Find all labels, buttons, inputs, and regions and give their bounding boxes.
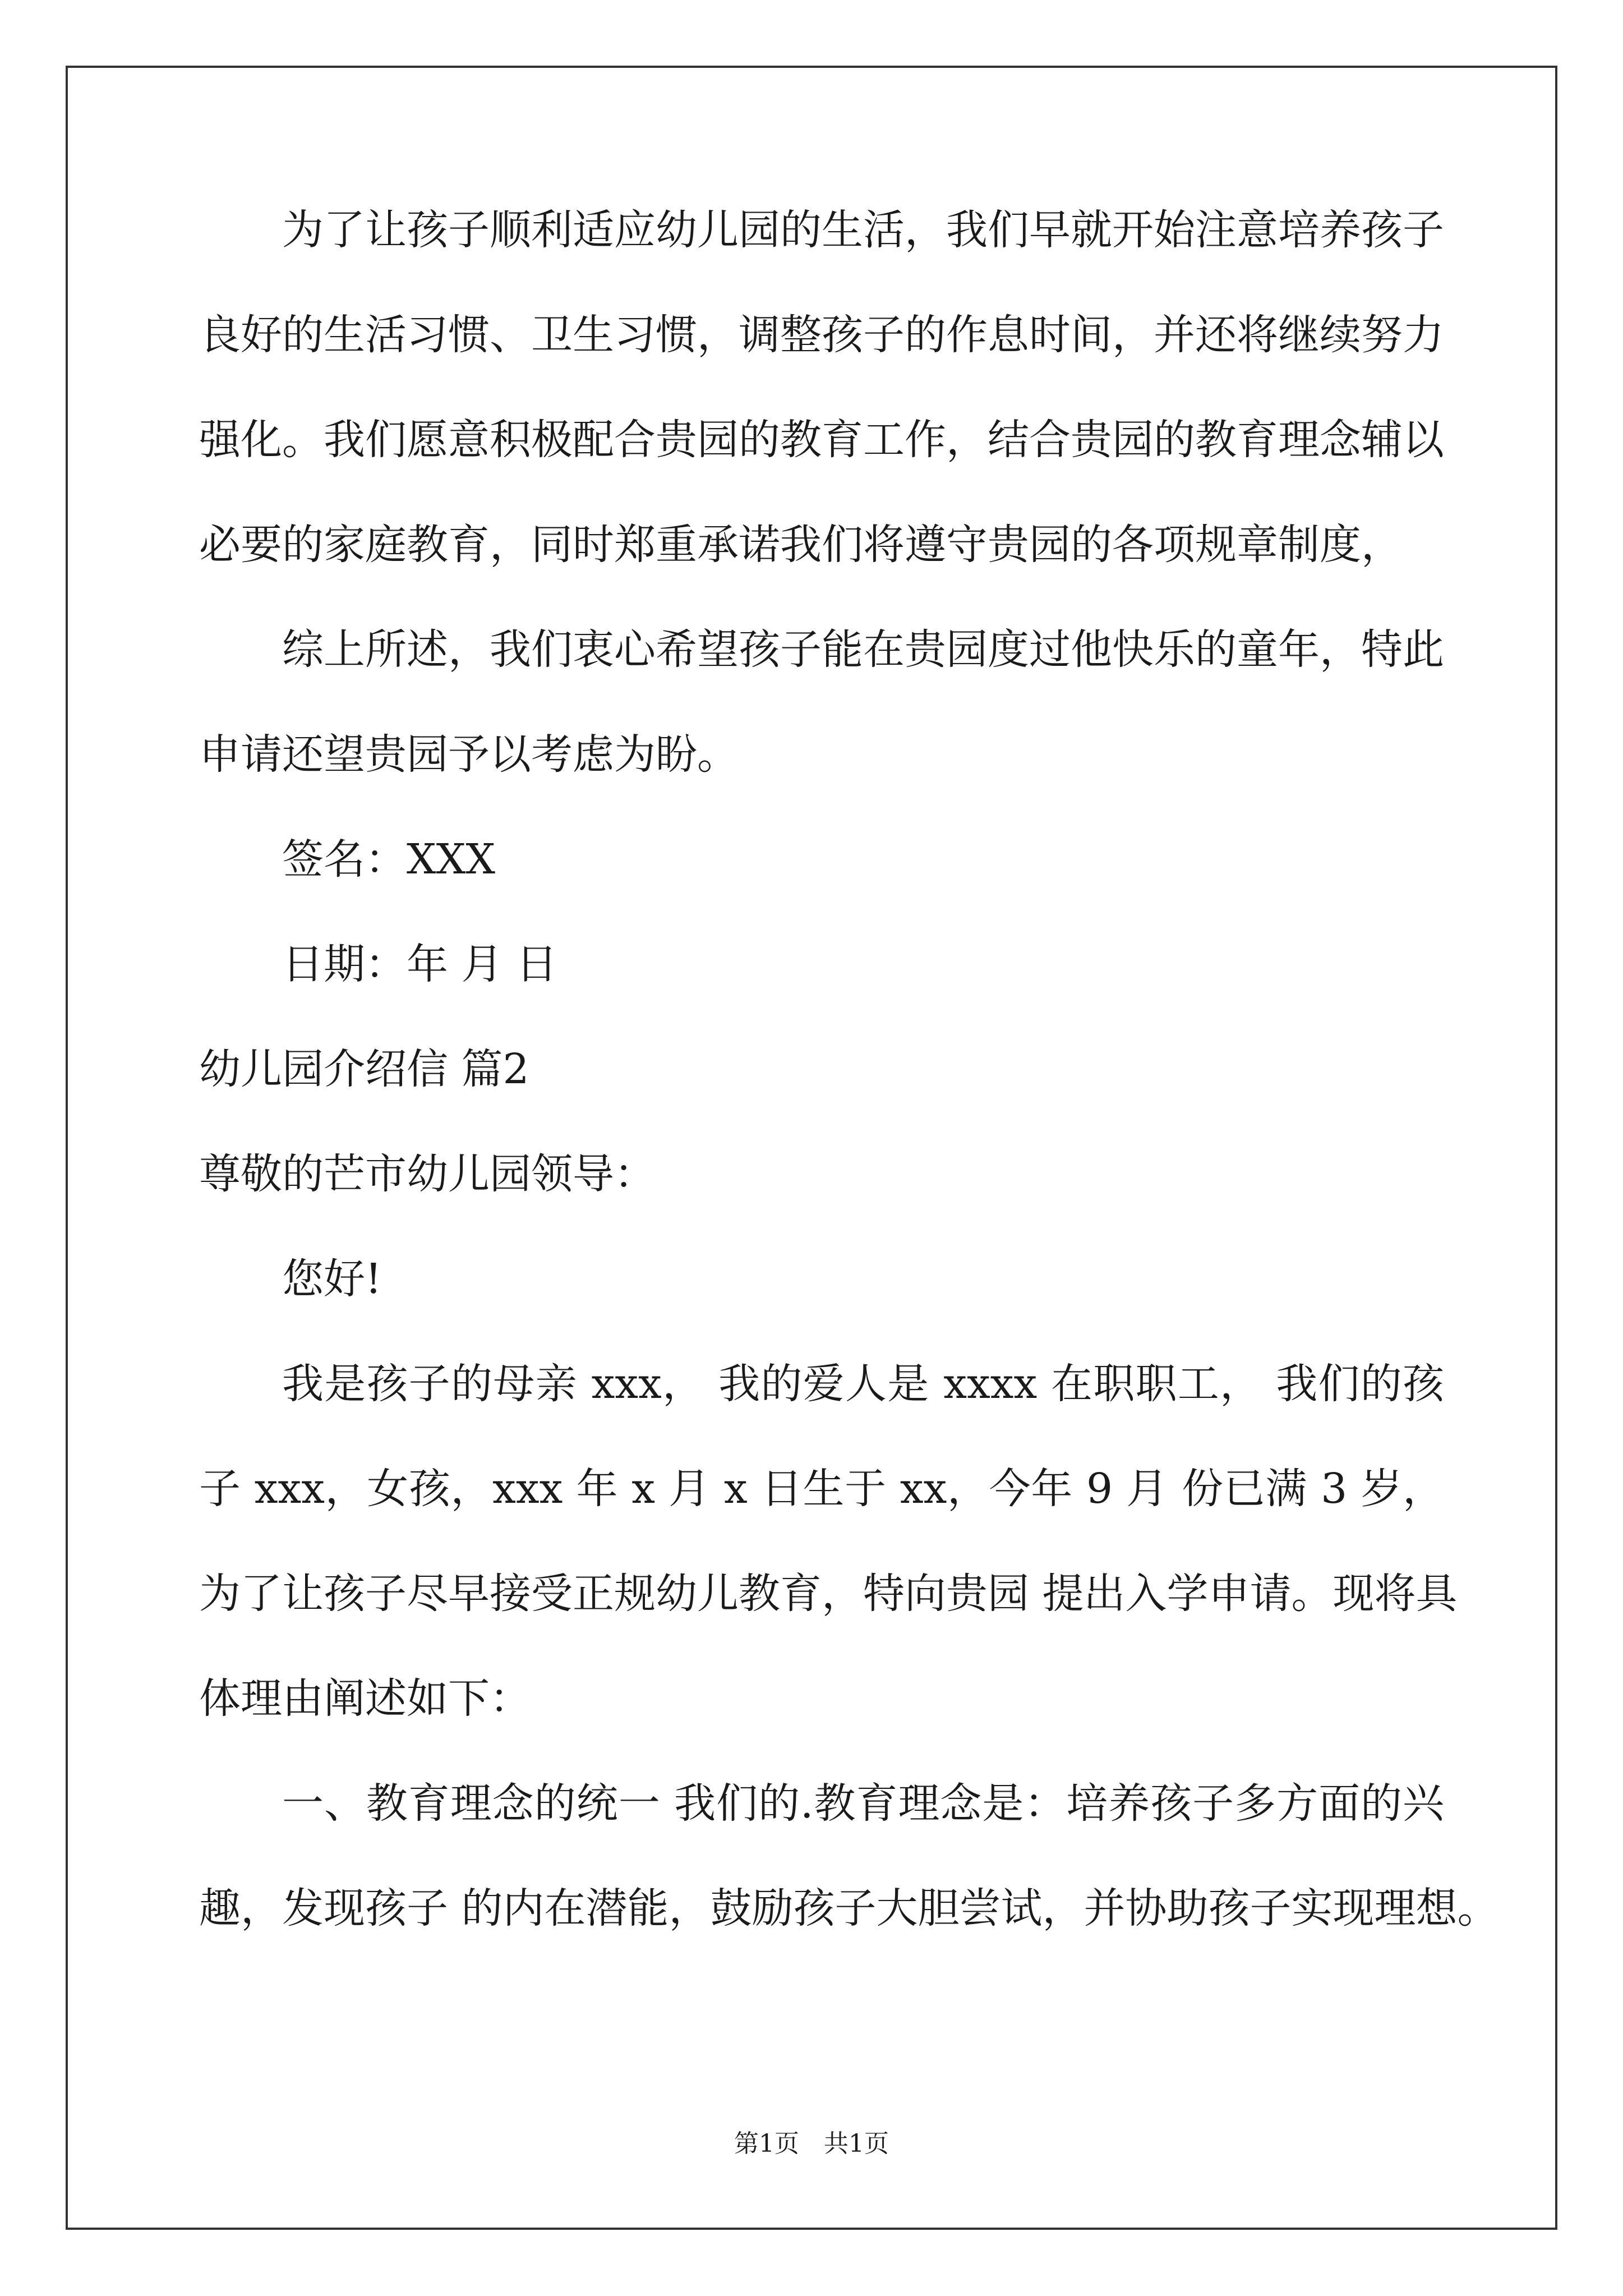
section-heading: 幼儿园介绍信 篇2 <box>199 1045 529 1093</box>
text-line: 为了让孩子尽早接受正规幼儿教育，特向贵园 提出入学申请。现将具 <box>199 1570 1458 1618</box>
page-number: 第1页 <box>734 2129 799 2158</box>
text-line: 综上所述，我们衷心希望孩子能在贵园度过他快乐的童年，特此 <box>282 625 1444 674</box>
greeting: 您好! <box>282 1255 382 1303</box>
text-line: 申请还望贵园予以考虑为盼。 <box>199 730 739 779</box>
text-line: 一、教育理念的统一 我们的.教育理念是：培养孩子多方面的兴 <box>282 1779 1444 1828</box>
text-line: 我是孩子的母亲 xxx， 我的爱人是 xxxx 在职职工， 我们的孩 <box>282 1360 1444 1408</box>
salutation: 尊敬的芒市幼儿园领导： <box>199 1150 656 1198</box>
text-line: 体理由阐述如下： <box>199 1674 531 1723</box>
text-line: 趣，发现孩子 的内在潜能，鼓励孩子大胆尝试，并协助孩子实现理想。 <box>199 1884 1499 1932</box>
text-line: 为了让孩子顺利适应幼儿园的生活，我们早就开始注意培养孩子 <box>282 206 1444 254</box>
text-line: 良好的生活习惯、卫生习惯，调整孩子的作息时间，并还将继续努力 <box>199 311 1444 359</box>
date-line: 日期：年 月 日 <box>282 940 558 988</box>
text-line: 子 xxx，女孩，xxx 年 x 月 x 日生于 xx，今年 9 月 份已满 3 岁， <box>199 1465 1444 1513</box>
text-line: 必要的家庭教育，同时郑重承诺我们将遵守贵园的各项规章制度， <box>199 521 1403 569</box>
text-line: 强化。我们愿意积极配合贵园的教育工作，结合贵园的教育理念辅以 <box>199 416 1444 464</box>
page-footer <box>0 2123 1623 2159</box>
signature-line: 签名：XXX <box>282 835 496 884</box>
page-total: 共1页 <box>824 2129 889 2158</box>
